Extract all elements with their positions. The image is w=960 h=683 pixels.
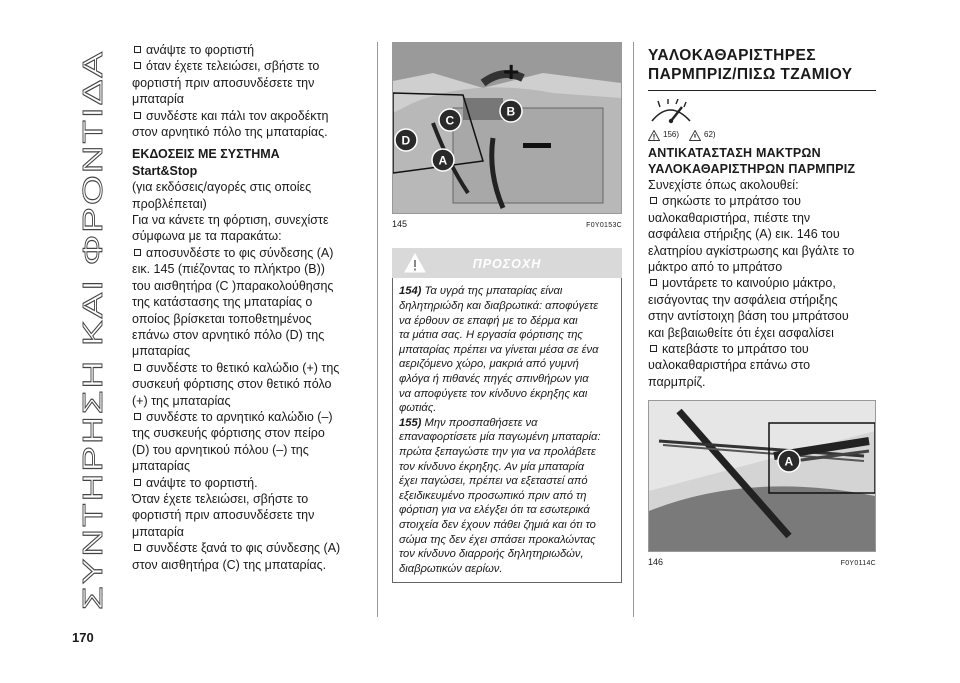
column-divider: [377, 42, 378, 617]
warning-line-text: τα μάτια σας. Η εργασία φόρτισης της: [399, 329, 583, 342]
warning-line: [399, 387, 615, 402]
text-line: μπαταρίας: [132, 459, 191, 474]
figure-code: F0Y0114C: [840, 560, 876, 568]
warning-line-text: δηλητηριώδη και διαβρωτικά: αποφύγετε: [399, 300, 599, 312]
text-line: μπαταρία: [132, 92, 184, 107]
warning-body: [392, 278, 622, 583]
warning-title: ΠΡΟΣΟΧΗ: [472, 257, 542, 272]
subsection-heading-line-2: ΥΑΛΟΚΑΘΑΡΙΣΤΗΡΩΝ ΠΑΡΜΠΡΙΖ: [648, 162, 856, 176]
subsection-heading-line-1: ΑΝΤΙΚΑΤΑΣΤΑΣΗ ΜΑΚΤΡΩΝ: [648, 146, 821, 160]
figure-number: 146: [648, 557, 664, 568]
warning-line: [399, 533, 615, 548]
warning-line-text: να αποφύγετε τον κίνδυνο έκρηξης και: [399, 387, 588, 400]
negative-terminal-symbol: [523, 143, 551, 148]
warning-line: [399, 299, 615, 314]
col3-text: [648, 177, 876, 390]
section-title-line-2: ΠΑΡΜΠΡΙΖ/ΠΙΣΩ ΤΖΑΜΙΟΥ: [648, 66, 853, 83]
text-line: ελατηρίου αγκίστρωσης και βγάλτε το: [648, 243, 855, 258]
warning-ref-number: 155): [399, 416, 422, 429]
reference-icons: [648, 99, 876, 139]
text-line: (D) του αρνητικού πόλου (–) της: [132, 442, 309, 457]
warning-line: [399, 430, 615, 445]
text-line: (+) της μπαταρίας: [132, 393, 231, 408]
bullet-item: αποσυνδέστε το φις σύνδεσης (A): [132, 245, 368, 261]
figure-label-c: [439, 109, 461, 131]
text-line: παρμπρίζ.: [648, 374, 706, 389]
column-3: [648, 46, 876, 573]
text-line: υαλοκαθαριστήρα, πιέστε την: [648, 210, 811, 225]
reference-note: 62): [704, 130, 716, 139]
warning-line: [399, 489, 615, 504]
col1-text-bottom: [132, 179, 368, 573]
warning-line: [399, 474, 615, 489]
text-line: της κατάστασης της μπαταρίας ο: [132, 295, 313, 310]
wiper-blade-illustration: [649, 401, 875, 551]
text-line: στον αρνητικό πόλο της μπαταρίας.: [132, 125, 328, 140]
warning-line-text: Μην προσπαθήσετε να: [421, 416, 538, 429]
figure-label-b: [500, 100, 522, 122]
warning-line-text: τον κίνδυνο διαρροής δηλητηριωδών,: [399, 548, 584, 561]
text-line: σύμφωνα με τα παρακάτω:: [132, 229, 282, 244]
battery-sensor-illustration: [393, 43, 621, 213]
warning-line-text: φόρτιση για να ελέγξει ότι τα εσωτερικά: [399, 504, 590, 517]
warning-line-text: στοιχεία δεν έχουν πάθει ζημιά και ότι το: [399, 518, 596, 531]
svg-text:C: C: [445, 113, 455, 128]
figure-146-caption: [648, 554, 876, 572]
text-line: φορτιστή πριν αποσυνδέσετε την: [132, 508, 315, 523]
text-line: εικ. 145 (πιέζοντας το πλήκτρο (B)): [132, 262, 325, 277]
warning-line-text: επαναφορτίσετε μία παγωμένη μπαταρία:: [399, 431, 601, 444]
wiper-symbol-icon: [648, 99, 694, 125]
bullet-item: όταν έχετε τελειώσει, σβήστε το: [132, 58, 368, 74]
text-line: ασφάλεια στήριξης (A) εικ. 146 του: [648, 227, 840, 242]
text-line: Όταν έχετε τελειώσει, σβήστε το: [132, 491, 309, 506]
svg-text:D: D: [401, 133, 411, 148]
text-line: (για εκδόσεις/αγορές στις οποίες: [132, 180, 312, 195]
text-line: φορτιστή πριν αποσυνδέσετε την: [132, 75, 315, 90]
page-number: 170: [72, 630, 94, 645]
figure-code: F0Y0153C: [586, 222, 622, 229]
section-heading-start-stop: [132, 146, 368, 179]
bullet-item: μοντάρετε το καινούριο μάκτρο,: [648, 275, 876, 291]
warning-line-text: πρώτα ξεπαγώστε την για να προλάβετε: [399, 445, 596, 458]
section-title-rule: [648, 90, 876, 91]
warning-line: [399, 314, 615, 329]
warning-line: [399, 357, 615, 372]
side-chapter-title: [62, 30, 112, 630]
warning-line: [399, 460, 615, 475]
figure-label-d: [395, 129, 417, 151]
warning-line: [399, 518, 615, 533]
bullet-item: κατεβάστε το μπράτσο του: [648, 341, 876, 357]
info-triangle-icon: [689, 130, 701, 141]
text-line: επάνω στον αρνητικό πόλο (D) της: [132, 327, 325, 342]
text-line: εισάγοντας την ασφάλεια στήριξης: [648, 292, 838, 307]
text-line: προβλέπεται): [132, 196, 207, 211]
warning-line: [399, 416, 615, 431]
text-line: συσκευή φόρτισης στον θετικό πόλο: [132, 377, 332, 392]
bullet-item: ανάψτε το φορτιστή.: [132, 475, 368, 491]
bullet-item: συνδέστε το θετικό καλώδιο (+) της: [132, 360, 368, 376]
svg-text:B: B: [506, 104, 516, 119]
warning-line: [399, 328, 615, 343]
bullet-item: ανάψτε το φορτιστή: [132, 42, 368, 58]
warning-line-text: σώμα της δεν έχει σπάσει προκαλώντας: [399, 533, 596, 546]
text-line: μπαταρία: [132, 524, 184, 539]
bullet-item: συνδέστε το αρνητικό καλώδιο (–): [132, 409, 368, 425]
warning-line-text: εξειδικευμένο προσωπικό πριν από τη: [399, 489, 587, 502]
positive-terminal-symbol: +: [503, 56, 520, 87]
warning-line: [399, 401, 615, 416]
column-divider: [633, 42, 634, 617]
warning-line: [399, 445, 615, 460]
column-1: [132, 42, 368, 573]
warning-line-text: μπαταρίας πρέπει να γίνεται μέσα σε ένα: [399, 343, 599, 356]
warning-line-text: τον κίνδυνο έκρηξης. Αν μία μπαταρία: [399, 460, 585, 473]
text-line: της συσκευής φόρτισης στον πείρο: [132, 426, 325, 441]
text-line: του αισθητήρα (C )παρακολούθησης: [132, 278, 334, 293]
warning-line: [399, 284, 615, 299]
warning-line: [399, 562, 615, 577]
column-2: [392, 42, 622, 583]
warning-line-text: έχει παγώσει, πρέπει να εξεταστεί από: [399, 475, 588, 488]
warning-line-text: φωτιάς.: [399, 402, 437, 415]
heading-line-2: Start&Stop: [132, 163, 198, 178]
figure-145-caption: [392, 216, 622, 234]
warning-line-text: διαβρωτικών αερίων.: [399, 562, 503, 575]
heading-line-1: ΕΚΔΟΣΕΙΣ ΜΕ ΣΥΣΤΗΜΑ: [132, 147, 280, 162]
warning-line: [399, 372, 615, 387]
subsection-heading: [648, 145, 876, 177]
text-line: στον αισθητήρα (C) της μπαταρίας.: [132, 557, 327, 572]
warning-line-text: Τα υγρά της μπαταρίας είναι: [421, 285, 563, 298]
warning-triangle-icon: [648, 130, 660, 141]
text-line: και βεβαιωθείτε ότι έχει ασφαλίσει: [648, 325, 834, 340]
text-line: Για να κάνετε τη φόρτιση, συνεχίστε: [132, 213, 329, 228]
col1-text-top: [132, 42, 368, 140]
svg-text:A: A: [784, 454, 794, 469]
section-title-line-1: ΥΑΛΟΚΑΘΑΡΙΣΤΗΡΕΣ: [648, 47, 816, 64]
warning-ref-number: 154): [399, 285, 422, 298]
text-line: στην αντίστοιχη βάση του μπράτσου: [648, 309, 849, 324]
reference-warning: 156): [663, 130, 680, 139]
bullet-item: συνδέστε ξανά το φις σύνδεσης (A): [132, 540, 368, 556]
side-chapter-title-text: ΣΥΝΤΗΡΗΣΗ ΚΑΙ ΦΡΟΝΤΙΔΑ: [77, 201, 108, 610]
text-line: υαλοκαθαριστήρα επάνω στο: [648, 358, 811, 373]
warning-header: [392, 248, 622, 278]
text-line: μάκτρο από το μπράτσο: [648, 260, 783, 275]
warning-line-text: αεριζόμενο χώρο, μακριά από γυμνή: [399, 358, 579, 371]
warning-line-text: να έρθουν σε επαφή με το δέρμα και: [399, 314, 578, 327]
warning-line: [399, 503, 615, 518]
figure-label-a: [778, 450, 800, 472]
warning-line: [399, 343, 615, 358]
figure-145: [392, 42, 622, 214]
bullet-item: συνδέστε και πάλι τον ακροδέκτη: [132, 108, 368, 124]
bullet-item: σηκώστε το μπράτσο του: [648, 193, 876, 209]
figure-number: 145: [392, 219, 408, 229]
svg-text:A: A: [438, 153, 448, 168]
text-line: Συνεχίστε όπως ακολουθεί:: [648, 178, 799, 192]
warning-line-text: φλόγα ή πιθανές πηγές σπινθήρων για: [399, 372, 589, 385]
text-line: οποίος βρίσκεται τοποθετημένος: [132, 311, 312, 326]
figure-label-a: [432, 149, 454, 171]
warning-line: [399, 547, 615, 562]
text-line: μπαταρίας: [132, 344, 191, 359]
figure-146: [648, 400, 876, 552]
reference-list: [648, 127, 716, 143]
